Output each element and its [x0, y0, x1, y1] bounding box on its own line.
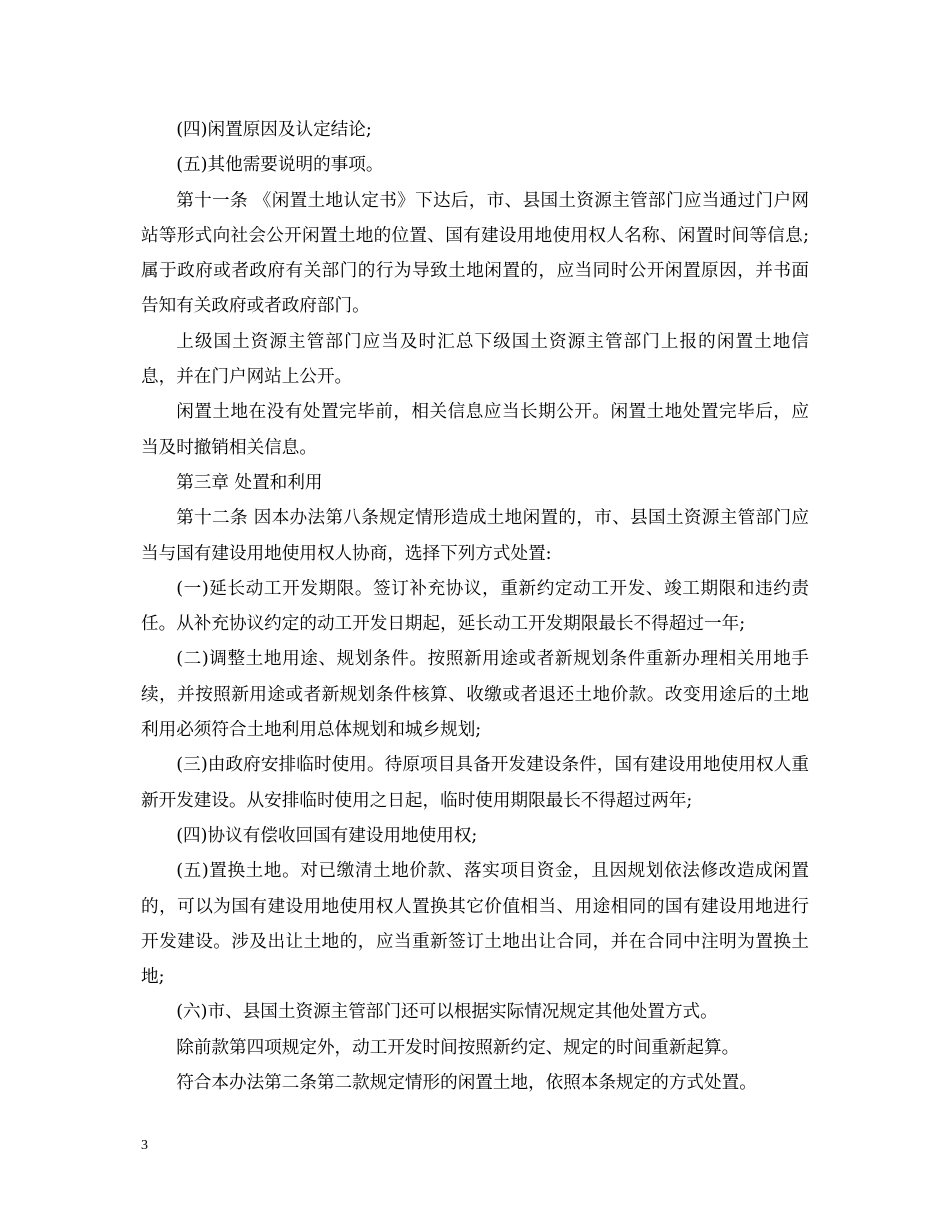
document-body	[141, 113, 809, 1101]
paragraph-option-1: (一)延长动工开发期限。签订补充协议，重新约定动工开发、竣工期限和违约责任。从补充协议约定的动工开发日期起，延长动工开发期限最长不得超过一年;	[141, 578, 809, 635]
paragraph-option-4: (四)协议有偿收回国有建设用地使用权;	[176, 825, 478, 846]
paragraph-article-11-disclosure: 闲置土地在没有处置完毕前，相关信息应当长期公开。闲置土地处置完毕后，应当及时撤销相关信息。	[141, 402, 809, 458]
paragraph-article-11: 第十一条 《闲置土地认定书》下达后，市、县国土资源主管部门应当通过门户网站等形式向社会公开闲置土地的位置、国有建设用地使用权人名称、闲置时间等信息;属于政府或者政府有关部门的行为导致土地闲置的，应当同时公开闲置原因，并书面告知有关政府或者政府部门。	[141, 190, 809, 317]
page-number: 3	[141, 1138, 148, 1153]
paragraph-option-3: (三)由政府安排临时使用。待原项目具备开发建设条件，国有建设用地使用权人重新开发建设。从安排临时使用之日起，临时使用期限最长不得超过两年;	[141, 755, 809, 811]
paragraph-option-2: (二)调整土地用途、规划条件。按照新用途或者新规划条件重新办理相关用地手续，并按照新用途或者新规划条件核算、收缴或者退还土地价款。改变用途后的土地利用必须符合土地利用总体规划和城乡规划;	[141, 649, 809, 741]
paragraph-restart-time: 除前款第四项规定外，动工开发时间按照新约定、规定的时间重新起算。	[176, 1037, 740, 1058]
paragraph-article-12: 第十二条 因本办法第八条规定情形造成土地闲置的，市、县国土资源主管部门应当与国有建设用地使用权人协商，选择下列方式处置:	[141, 508, 809, 564]
paragraph-item-5-other: (五)其他需要说明的事项。	[176, 155, 384, 176]
paragraph-article-11-superior: 上级国土资源主管部门应当及时汇总下级国土资源主管部门上报的闲置土地信息，并在门户网站上公开。	[141, 331, 809, 388]
paragraph-option-6: (六)市、县国土资源主管部门还可以根据实际情况规定其他处置方式。	[176, 1002, 718, 1023]
chapter-heading: 第三章 处置和利用	[176, 472, 323, 493]
paragraph-article-2-case: 符合本办法第二条第二款规定情形的闲置土地，依照本条规定的方式处置。	[176, 1073, 757, 1094]
paragraph-item-4-reason: (四)闲置原因及认定结论;	[176, 120, 372, 140]
paragraph-option-5: (五)置换土地。对已缴清土地价款、落实项目资金，且因规划依法修改造成闲置的，可以为国有建设用地使用权人置换其它价值相当、用途相同的国有建设用地进行开发建设。涉及出让土地的，应当重新签订土地出让合同，并在合同中注明为置换土地;	[141, 861, 809, 988]
